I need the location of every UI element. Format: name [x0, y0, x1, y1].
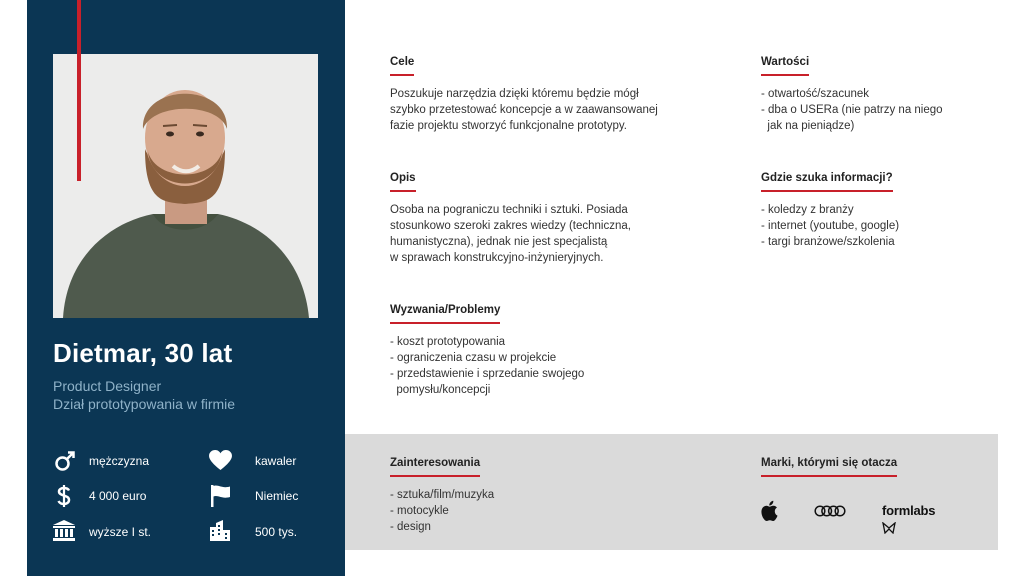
persona-name: Dietmar, 30 lat: [53, 338, 233, 368]
section-line: - motocykle: [390, 505, 449, 517]
fact-country: Niemiec: [255, 489, 299, 503]
section-line: - ograniczenia czasu w projekcie: [390, 352, 557, 364]
audi-rings-logo-icon: [814, 504, 846, 522]
dollar-icon: [57, 485, 71, 507]
flag-icon: [211, 485, 231, 507]
section-line: humanistyczna), jednak nie jest specjalistą: [390, 236, 608, 248]
section-line: jak na pieniądze): [761, 120, 855, 132]
fact-gender: mężczyzna: [89, 454, 150, 468]
apple-logo-icon: [760, 500, 778, 526]
section-zainteresowania: [390, 455, 494, 535]
section-line: - przedstawienie i sprzedanie swojego: [390, 368, 585, 380]
fact-status: kawaler: [255, 454, 297, 468]
male-symbol-icon: [54, 450, 76, 472]
section-line: - dba o USERa (nie patrzy na niego: [761, 104, 943, 116]
city-buildings-icon: [210, 520, 230, 541]
section-line: - internet (youtube, google): [761, 220, 900, 232]
formlabs-wordmark: formlabs: [882, 503, 936, 518]
section-line: stosunkowo szeroki zakres wiedzy (techniczna,: [390, 220, 631, 232]
section-line: - targi branżowe/szkolenia: [761, 236, 895, 248]
section-title: Gdzie szuka informacji?: [761, 170, 893, 192]
section-title: Cele: [390, 54, 414, 76]
section-title: Opis: [390, 170, 416, 192]
institution-icon: [53, 520, 75, 541]
section-line: szybko przetestować koncepcje a w zaawansowanej: [390, 104, 658, 116]
section-line: fazie projektu stworzyć funkcjonalne prototypy.: [390, 120, 627, 132]
section-opis: [390, 170, 631, 266]
heart-icon: [209, 450, 232, 471]
fact-education: wyższe I st.: [89, 525, 152, 539]
persona-photo: [53, 54, 318, 318]
section-title: Marki, którymi się otacza: [761, 455, 897, 477]
accent-bar: [77, 0, 81, 181]
section-wyzwania: [390, 302, 584, 398]
section-marki: [761, 455, 897, 487]
section-line: - design: [390, 521, 431, 533]
fact-income: 4 000 euro: [89, 489, 147, 503]
section-cele: [390, 54, 658, 134]
section-line: - koszt prototypowania: [390, 336, 506, 348]
section-title: Zainteresowania: [390, 455, 480, 477]
section-line: w sprawach konstrukcyjno-inżynieryjnych.: [390, 252, 604, 264]
section-title: Wartości: [761, 54, 809, 76]
section-line: Osoba na pograniczu techniki i sztuki. Posiada: [390, 204, 628, 216]
section-title: Wyzwania/Problemy: [390, 302, 500, 324]
section-line: Poszukuje narzędzia dzięki któremu będzie mógł: [390, 88, 639, 100]
section-gdzie-szuka: [761, 170, 899, 250]
section-line: - otwartość/szacunek: [761, 88, 870, 100]
section-line: pomysłu/koncepcji: [390, 384, 491, 396]
persona-role: [53, 377, 235, 413]
fact-city-size: 500 tys.: [255, 525, 298, 539]
section-wartosci: [761, 54, 943, 134]
section-line: - koledzy z branży: [761, 204, 854, 216]
formlabs-logo-icon: [882, 502, 935, 538]
role-title: Product Designer: [53, 378, 162, 394]
role-department: Dział prototypowania w firmie: [53, 396, 236, 412]
section-line: - sztuka/film/muzyka: [390, 489, 495, 501]
